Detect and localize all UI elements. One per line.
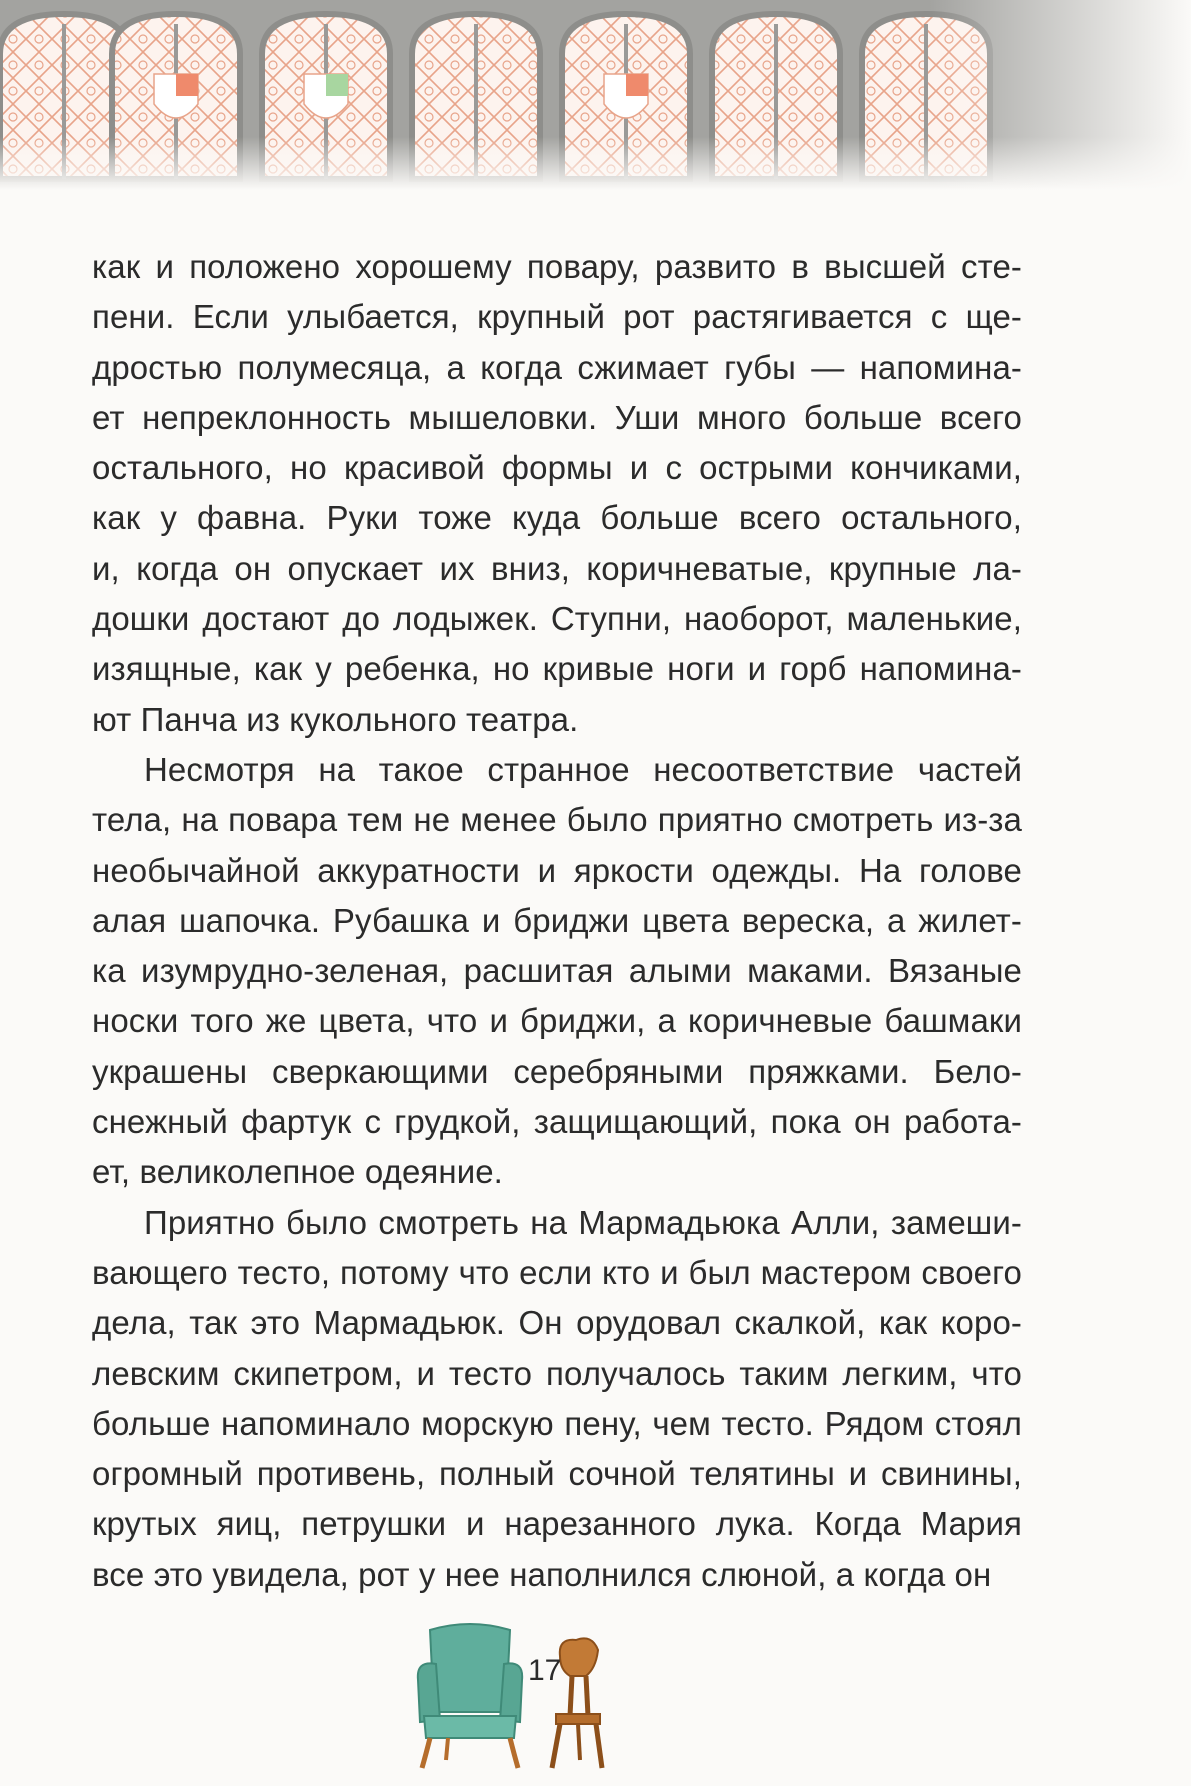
text-line: носки того же цвета, что и бриджи, а коричневые башмаки bbox=[92, 1002, 1022, 1040]
furniture-footer-illustration bbox=[410, 1620, 630, 1780]
armchair-icon bbox=[418, 1624, 522, 1768]
text-line: Несмотря на такое странное несоответствие частей bbox=[144, 750, 1022, 788]
text-line: крутых яиц, петрушки и нарезанного лука. Когда Мария bbox=[92, 1505, 1022, 1543]
text-line: левским скипетром, и тесто получалось таким легким, что bbox=[92, 1354, 1022, 1392]
text-line: как у фавна. Руки тоже куда больше всего остального, bbox=[92, 499, 1022, 537]
text-line: вающего тесто, потому что если кто и был мастером своего bbox=[92, 1253, 1022, 1291]
text-line: снежный фартук с грудкой, защищающий, пока он работа- bbox=[92, 1103, 1022, 1141]
text-line: Приятно было смотреть на Мармадьюка Алли, замеши- bbox=[144, 1203, 1022, 1241]
text-line: как и положено хорошему повару, развито в высшей сте- bbox=[92, 248, 1022, 285]
text-line: дростью полумесяца, а когда сжимает губы — напомина- bbox=[92, 348, 1022, 386]
text-line: ет непреклонность мышеловки. Уши много больше всего bbox=[92, 398, 1022, 436]
text-line: тела, на повара тем не менее было приятно смотреть из-за bbox=[92, 801, 1022, 839]
stained-glass-header-illustration bbox=[0, 0, 1191, 190]
text-line: алая шапочка. Рубашка и бриджи цвета вереска, а жилет- bbox=[92, 901, 1022, 939]
text-line: дошки достают до лодыжек. Ступни, наоборот, маленькие, bbox=[92, 600, 1022, 638]
text-line: все это увидела, рот у нее наполнился слюной, а когда он bbox=[92, 1555, 992, 1593]
text-line: необычайной аккуратности и яркости одежды. На голове bbox=[92, 851, 1022, 889]
text-line: изящные, как у ребенка, но кривые ноги и горб напомина- bbox=[92, 650, 1022, 688]
page-number: 17 bbox=[528, 1654, 562, 1687]
page-body-text bbox=[92, 242, 1022, 1600]
text-line: пени. Если улыбается, крупный рот растягивается с ще- bbox=[92, 298, 1022, 336]
text-line: украшены сверкающими серебряными пряжками. Бело- bbox=[92, 1052, 1022, 1090]
text-line: ет, великолепное одеяние. bbox=[92, 1153, 503, 1191]
text-line: ют Панча из кукольного театра. bbox=[92, 700, 579, 738]
text-line: больше напоминало морскую пену, чем тесто. Рядом стоял bbox=[92, 1404, 1022, 1442]
text-line: дела, так это Мармадьюк. Он орудовал скалкой, как коро- bbox=[92, 1304, 1022, 1342]
text-line: и, когда он опускает их вниз, коричневатые, крупные ла- bbox=[92, 549, 1022, 587]
text-line: остального, но красивой формы и с острыми кончиками, bbox=[92, 449, 1022, 487]
text-line: ка изумрудно-зеленая, расшитая алыми маками. Вязаные bbox=[92, 952, 1022, 990]
text-line: огромный противень, полный сочной телятины и свинины, bbox=[92, 1455, 1022, 1493]
